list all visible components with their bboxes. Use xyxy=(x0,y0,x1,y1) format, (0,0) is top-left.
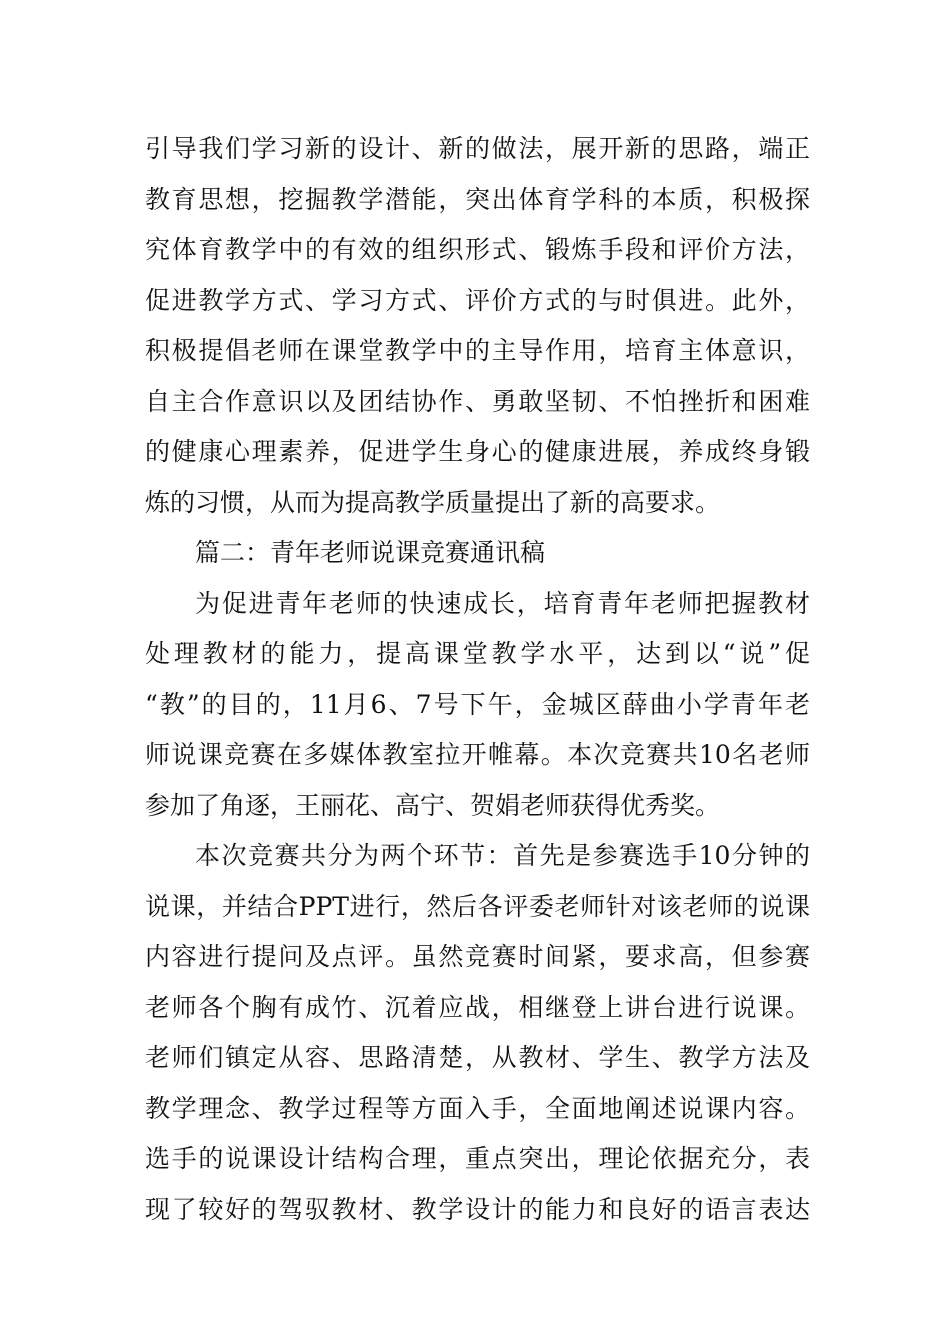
text-line: “教”的目的，11月6、7号下午，金城区薛曲小学青年老 xyxy=(145,689,810,719)
text-line: 引导我们学习新的设计、新的做法，展开新的思路，端正 xyxy=(145,134,810,163)
text-line: 老师各个胸有成竹、沉着应战，相继登上讲台进行说课。 xyxy=(145,992,810,1022)
text-line: 究体育教学中的有效的组织形式、锻炼手段和评价方法， xyxy=(145,235,810,264)
text-line: 选手的说课设计结构合理，重点突出，理论依据充分，表 xyxy=(145,1144,810,1173)
text-line: 老师们镇定从容、思路清楚，从教材、学生、教学方法及 xyxy=(145,1043,810,1072)
text-line: 为促进青年老师的快速成长，培育青年老师把握教材 xyxy=(195,588,810,618)
text-line: 教学理念、教学过程等方面入手，全面地阐述说课内容。 xyxy=(145,1093,810,1123)
text-line: 的健康心理素养，促进学生身心的健康进展，养成终身锻 xyxy=(145,437,810,466)
text-line: 教育思想，挖掘教学潜能，突出体育学科的本质，积极探 xyxy=(145,184,810,214)
text-line: 师说课竞赛在多媒体教室拉开帷幕。本次竞赛共10名老师 xyxy=(145,740,810,769)
text-line: 自主合作意识以及团结协作、勇敢坚韧、不怕挫折和困难 xyxy=(145,386,810,416)
section-heading: 篇二：青年老师说课竞赛通讯稿 xyxy=(195,538,546,567)
text-line: 促进教学方式、学习方式、评价方式的与时俱进。此外， xyxy=(145,285,810,315)
text-line: 炼的习惯，从而为提高教学质量提出了新的高要求。 xyxy=(145,487,721,517)
text-line: 积极提倡老师在课堂教学中的主导作用，培育主体意识， xyxy=(145,336,810,365)
text-line: 现了较好的驾驭教材、教学设计的能力和良好的语言表达 xyxy=(145,1194,810,1224)
text-line: 处理教材的能力，提高课堂教学水平，达到以“说”促 xyxy=(145,639,810,668)
text-line: 参加了角逐，王丽花、高宁、贺娟老师获得优秀奖。 xyxy=(145,790,721,820)
body-text xyxy=(145,124,810,1235)
text-line: 本次竞赛共分为两个环节：首先是参赛选手10分钟的 xyxy=(195,841,810,870)
text-line: 内容进行提问及点评。虽然竞赛时间紧，要求高，但参赛 xyxy=(145,942,810,971)
text-line: 说课，并结合PPT进行，然后各评委老师针对该老师的说课 xyxy=(145,891,810,921)
